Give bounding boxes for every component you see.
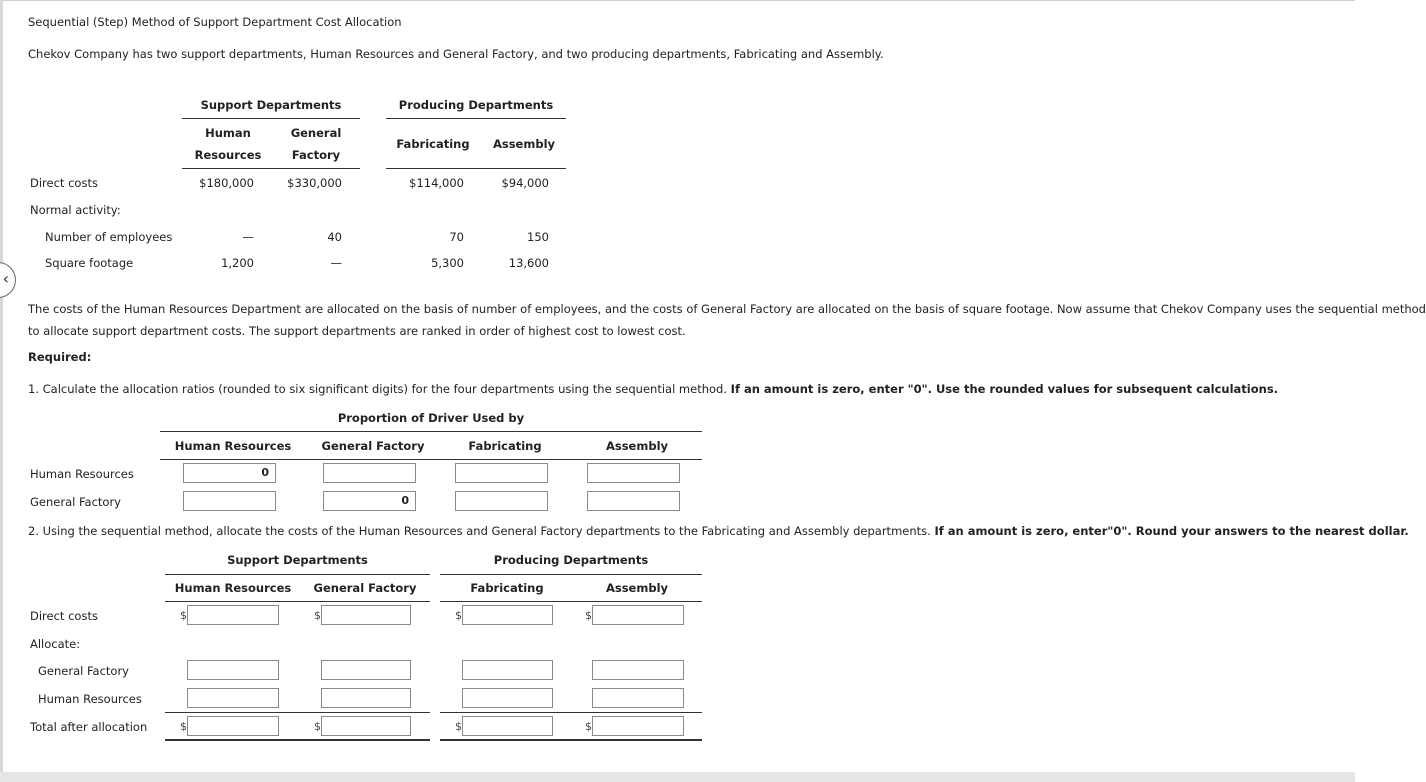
q2-row-label-hr: Human Resources bbox=[38, 692, 142, 706]
value-asm-direct: $94,000 bbox=[501, 176, 549, 190]
q2-row-label-total: Total after allocation bbox=[30, 720, 148, 734]
q2-row-label-gf: General Factory bbox=[38, 664, 129, 678]
currency-symbol: $ bbox=[180, 720, 187, 733]
currency-symbol: $ bbox=[585, 720, 592, 733]
alloc-hr-gf-input[interactable] bbox=[321, 688, 411, 708]
col-assembly: Assembly bbox=[492, 137, 556, 151]
divider bbox=[165, 712, 430, 713]
divider bbox=[165, 574, 430, 575]
value-gf-direct: $330,000 bbox=[287, 176, 342, 190]
divider bbox=[440, 574, 702, 575]
support-departments-header: Support Departments bbox=[200, 98, 342, 112]
row-label-normal-activity: Normal activity: bbox=[30, 203, 121, 217]
alloc-hr-hr-input[interactable] bbox=[187, 688, 279, 708]
divider bbox=[386, 168, 566, 169]
divider bbox=[440, 601, 702, 602]
currency-symbol: $ bbox=[314, 720, 321, 733]
double-underline bbox=[440, 739, 702, 741]
q1-row-label-hr: Human Resources bbox=[30, 467, 134, 481]
divider bbox=[182, 118, 360, 119]
left-border bbox=[0, 0, 3, 782]
ratio-hr-gf-input[interactable] bbox=[323, 463, 416, 483]
alloc-gf-fab-input[interactable] bbox=[462, 660, 553, 680]
q2-bold-note: If an amount is zero, enter"0". Round your answers to the nearest dollar. bbox=[934, 524, 1409, 538]
col-gf-line2: Factory bbox=[291, 148, 341, 162]
q2-support-header: Support Departments bbox=[227, 553, 368, 567]
ratio-gf-hr-input[interactable] bbox=[183, 491, 276, 511]
top-border bbox=[0, 0, 1355, 1]
q1-col-hr: Human Resources bbox=[174, 439, 292, 453]
currency-symbol: $ bbox=[585, 609, 592, 622]
q2-producing-header: Producing Departments bbox=[493, 553, 649, 567]
divider bbox=[160, 431, 702, 432]
producing-departments-header: Producing Departments bbox=[398, 98, 554, 112]
alloc-gf-gf-input[interactable] bbox=[321, 660, 411, 680]
intro-text: Chekov Company has two support departments, Human Resources and General Factory, and two producing departments, Fabricating and Assembly. bbox=[28, 47, 884, 61]
alloc-gf-asm-input[interactable] bbox=[592, 660, 684, 680]
bottom-bar bbox=[0, 772, 1355, 782]
ratio-gf-asm-input[interactable] bbox=[587, 491, 680, 511]
proportion-header: Proportion of Driver Used by bbox=[337, 411, 525, 425]
divider bbox=[182, 168, 360, 169]
value-hr-sqft: 1,200 bbox=[221, 256, 254, 270]
currency-symbol: $ bbox=[314, 609, 321, 622]
q2-col-fab: Fabricating bbox=[470, 581, 544, 595]
value-asm-sqft: 13,600 bbox=[508, 256, 549, 270]
alloc-hr-asm-input[interactable] bbox=[592, 688, 684, 708]
q2-col-hr: Human Resources bbox=[174, 581, 292, 595]
value-hr-direct: $180,000 bbox=[199, 176, 254, 190]
back-button[interactable] bbox=[0, 262, 16, 298]
value-gf-employees: 40 bbox=[327, 230, 342, 244]
direct-gf-input[interactable] bbox=[321, 605, 411, 625]
direct-asm-input[interactable] bbox=[592, 605, 684, 625]
page-title: Sequential (Step) Method of Support Department Cost Allocation bbox=[28, 15, 402, 29]
q2-col-gf: General Factory bbox=[313, 581, 417, 595]
value-fab-direct: $114,000 bbox=[409, 176, 464, 190]
q2-row-label-direct: Direct costs bbox=[30, 609, 98, 623]
total-fab-input[interactable] bbox=[462, 716, 553, 736]
col-hr-line1: Human bbox=[205, 126, 251, 140]
currency-symbol: $ bbox=[180, 609, 187, 622]
direct-hr-input[interactable] bbox=[187, 605, 279, 625]
ratio-gf-gf-input[interactable]: 0 bbox=[323, 491, 416, 511]
col-hr-line2: Resources bbox=[194, 148, 262, 162]
paragraph-line-2: to allocate support department costs. The support departments are ranked in order of highest cost to lowest cost. bbox=[28, 324, 686, 338]
q1-instructions bbox=[28, 382, 1278, 396]
currency-symbol: $ bbox=[455, 720, 462, 733]
direct-fab-input[interactable] bbox=[462, 605, 553, 625]
chevron-left-icon: ‹ bbox=[2, 269, 9, 288]
divider bbox=[165, 601, 430, 602]
alloc-hr-fab-input[interactable] bbox=[462, 688, 553, 708]
q1-row-label-gf: General Factory bbox=[30, 495, 121, 509]
row-label-square-footage: Square footage bbox=[45, 256, 134, 270]
divider bbox=[440, 712, 702, 713]
q1-col-asm: Assembly bbox=[605, 439, 669, 453]
alloc-gf-hr-input[interactable] bbox=[187, 660, 279, 680]
q2-col-asm: Assembly bbox=[605, 581, 669, 595]
divider bbox=[160, 459, 702, 460]
total-asm-input[interactable] bbox=[592, 716, 684, 736]
divider bbox=[386, 118, 566, 119]
q2-text: 2. Using the sequential method, allocate the costs of the Human Resources and General Factory departments to the Fabricating and Assembly departments. bbox=[28, 524, 931, 538]
value-fab-sqft: 5,300 bbox=[431, 256, 464, 270]
double-underline bbox=[165, 739, 430, 741]
q2-row-label-allocate: Allocate: bbox=[30, 637, 81, 651]
total-hr-input[interactable] bbox=[187, 716, 279, 736]
q1-bold-note: If an amount is zero, enter "0". Use the rounded values for subsequent calculations. bbox=[730, 382, 1279, 396]
row-label-employees: Number of employees bbox=[45, 230, 173, 244]
q1-col-fab: Fabricating bbox=[468, 439, 542, 453]
q1-text: 1. Calculate the allocation ratios (rounded to six significant digits) for the four departments using the sequential method. bbox=[28, 382, 728, 396]
q1-col-gf: General Factory bbox=[321, 439, 425, 453]
ratio-hr-asm-input[interactable] bbox=[587, 463, 680, 483]
value-hr-employees: — bbox=[242, 230, 254, 244]
q2-instructions bbox=[28, 524, 1409, 538]
value-asm-employees: 150 bbox=[527, 230, 549, 244]
row-label-direct-costs: Direct costs bbox=[30, 176, 98, 190]
value-fab-employees: 70 bbox=[449, 230, 464, 244]
ratio-hr-hr-input[interactable]: 0 bbox=[183, 463, 276, 483]
ratio-gf-fab-input[interactable] bbox=[455, 491, 548, 511]
currency-symbol: $ bbox=[455, 609, 462, 622]
value-gf-sqft: — bbox=[330, 256, 342, 270]
total-gf-input[interactable] bbox=[321, 716, 411, 736]
col-gf-line1: General bbox=[290, 126, 342, 140]
required-label: Required: bbox=[28, 350, 92, 364]
paragraph-line-1: The costs of the Human Resources Department are allocated on the basis of number of employees, and the costs of General Factory are allocated on the basis of square footage. Now assume that Chekov Company uses the sequential method bbox=[28, 302, 1426, 316]
ratio-hr-fab-input[interactable] bbox=[455, 463, 548, 483]
col-fabricating: Fabricating bbox=[396, 137, 470, 151]
